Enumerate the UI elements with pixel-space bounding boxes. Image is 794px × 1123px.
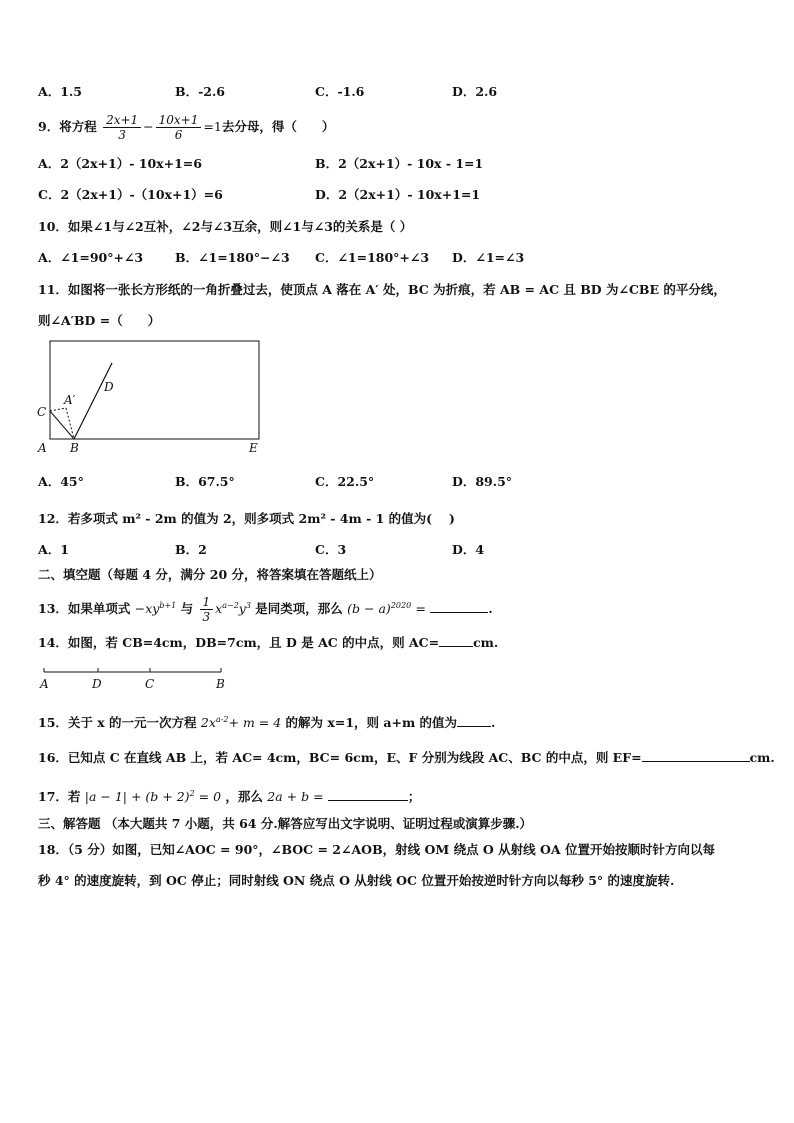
q13-prefix: 13．如果单项式	[38, 601, 131, 617]
question-15	[38, 711, 495, 732]
question-16	[38, 749, 775, 767]
q13-equals: =	[415, 601, 427, 617]
q17-expression: $|a - 1| + (b + 2)^2 = 0$	[84, 789, 222, 805]
q13-fraction: $\frac{1}{3}$	[200, 595, 214, 624]
label-d: D	[92, 677, 102, 691]
q13-answer-blank[interactable]	[430, 600, 488, 613]
q11-option-a: A．45°	[38, 474, 84, 489]
q17-end: ；	[407, 789, 421, 805]
q15-equation: $2x^{a-2}+ m = 4$	[200, 715, 282, 731]
q12-option-b: B．2	[175, 542, 207, 557]
q12-option-c: C．3	[315, 542, 347, 557]
q9-prefix: 9．将方程	[38, 119, 97, 134]
question-9	[38, 108, 334, 146]
q10-option-a: A．∠1=90°+∠3	[38, 250, 144, 265]
q11-option-c: C．22.5°	[315, 474, 375, 489]
q9-minus: −	[143, 119, 154, 134]
section-2-heading: 二、填空题（每题 4 分，满分 20 分，将答案填在答题纸上）	[38, 567, 382, 582]
q13-expression: $(b - a)^{2020}$	[347, 601, 412, 617]
question-12: 12．若多项式 m² - 2m 的值为 2，则多项式 2m² - 4m - 1 的值为( )	[38, 511, 455, 526]
q13-end: .	[488, 601, 493, 617]
q17-expression-2: 2a + b =	[267, 789, 324, 805]
q9-option-a: A．2（2x+1）- 10x+1=6	[38, 156, 202, 171]
question-17	[38, 785, 420, 806]
q15-answer-blank[interactable]	[457, 714, 491, 727]
question-18-line-1: 18．（5 分）如图，已知∠AOC = 90°，∠BOC = 2∠AOB，射线 OM 绕点 O 从射线 OA 位置开始按顺时针方向以每	[38, 842, 715, 857]
q8-option-d: D．2.6	[452, 84, 498, 99]
q9-fraction-2: $\frac{10x+1}{6}$	[156, 113, 202, 142]
q9-fraction-1: $\frac{2x+1}{3}$	[103, 113, 141, 142]
label-c: C	[37, 405, 47, 419]
q9-equals: =1	[203, 119, 222, 134]
question-18-line-2: 秒 4° 的速度旋转，到 OC 停止；同时射线 ON 绕点 O 从射线 OC 位置开始按逆时针方向以每秒 5° 的速度旋转.	[38, 873, 675, 888]
q14-end: cm.	[473, 635, 499, 650]
label-a: A	[38, 441, 47, 455]
question-11-line-1: 11．如图将一张长方形纸的一角折叠过去，使顶点 A 落在 A′ 处，BC 为折痕，若 AB = AC 且 BD 为∠CBE 的平分线，	[38, 282, 726, 297]
q9-option-d: D．2（2x+1）- 10x+1=1	[315, 187, 481, 202]
q9-option-c: C．2（2x+1）-（10x+1）=6	[38, 187, 223, 202]
q13-term-1: $-xy^{b+1}$	[134, 601, 177, 617]
q17-answer-blank[interactable]	[328, 788, 408, 801]
q15-end: .	[491, 715, 496, 731]
q15-suffix: 的解为 x=1，则 a+m 的值为	[285, 715, 458, 731]
folded-edge-ca	[50, 408, 66, 411]
q16-text: 16．已知点 C 在直线 AB 上，若 AC= 4cm，BC= 6cm，E、F 分别为线段 AC、BC 的中点，则 EF=	[38, 750, 642, 765]
q11-figure	[34, 336, 266, 460]
q8-option-c: C．-1.6	[315, 84, 365, 99]
label-a: A	[40, 677, 49, 691]
q16-answer-blank[interactable]	[642, 749, 750, 762]
q11-option-b: B．67.5°	[175, 474, 235, 489]
bisector-bd	[74, 363, 112, 439]
q14-figure	[36, 664, 236, 694]
section-3-heading: 三、解答题 （本大题共 7 小题，共 64 分.解答应写出文字说明、证明过程或演算步骤.）	[38, 816, 533, 831]
q10-option-c: C．∠1=180°+∠3	[315, 250, 430, 265]
q12-option-a: A．1	[38, 542, 69, 557]
q14-answer-blank[interactable]	[439, 634, 473, 647]
q9-suffix: 去分母，得（ ）	[221, 119, 335, 134]
q17-mid: ，那么	[225, 789, 263, 805]
q16-end: cm.	[749, 750, 775, 765]
label-c: C	[145, 677, 155, 691]
label-b: B	[216, 677, 225, 691]
q13-mid: 与	[180, 601, 194, 617]
q10-option-d: D．∠1=∠3	[452, 250, 525, 265]
question-13	[38, 588, 493, 627]
label-b: B	[70, 441, 79, 455]
q13-term-2: $x^{a-2}y^3$	[215, 601, 251, 617]
question-14	[38, 634, 498, 652]
question-10: 10．如果∠1与∠2互补，∠2与∠3互余，则∠1与∠3的关系是（ ）	[38, 219, 413, 234]
q9-option-b: B．2（2x+1）- 10x - 1=1	[315, 156, 484, 171]
question-11-line-2: 则∠A′BD =（ ）	[38, 313, 161, 328]
q13-suffix: 是同类项，那么	[255, 601, 343, 617]
q17-prefix: 17．若	[38, 789, 81, 805]
q12-option-d: D．4	[452, 542, 485, 557]
label-a-prime: A′	[64, 393, 76, 407]
q15-prefix: 15．关于 x 的一元一次方程	[38, 715, 197, 731]
q11-option-d: D．89.5°	[452, 474, 513, 489]
q8-option-b: B．-2.6	[175, 84, 226, 99]
q14-text: 14．如图，若 CB=4cm，DB=7cm，且 D 是 AC 的中点，则 AC=	[38, 635, 440, 650]
q8-option-a: A．1.5	[38, 84, 82, 99]
q10-option-b: B．∠1=180°−∠3	[175, 250, 290, 265]
label-e: E	[249, 441, 258, 455]
label-d: D	[104, 380, 114, 394]
